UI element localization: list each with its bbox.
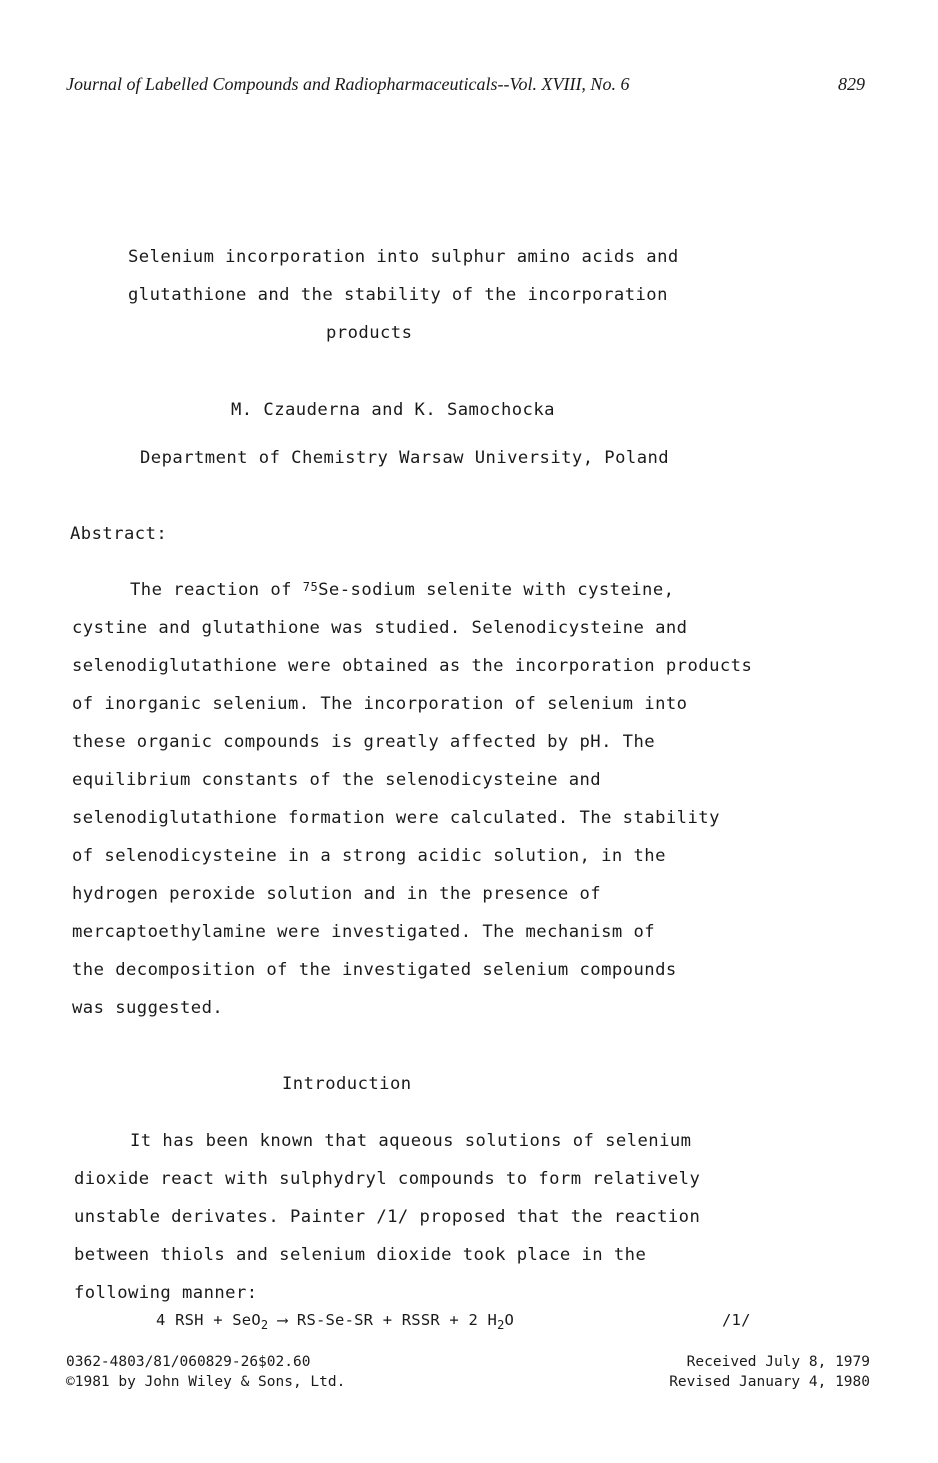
page-number: 829 [838,74,865,94]
introduction-line: between thiols and selenium dioxide took place in the [74,1245,647,1265]
revised-date: Revised January 4, 1980 [669,1374,870,1390]
abstract-line: mercaptoethylamine were investigated. The mechanism of [72,922,656,942]
abstract-line: equilibrium constants of the selenodicysteine and [72,770,602,790]
introduction-heading: Introduction [282,1074,412,1094]
isotope-superscript: 75 [302,580,319,594]
abstract-first-pre: The reaction of [130,580,303,600]
journal-header: Journal of Labelled Compounds and Radiopharmaceuticals--Vol. XVIII, No. 6 [66,74,630,94]
equation-sub-1: 2 [260,1318,269,1332]
abstract-line: of selenodicysteine in a strong acidic solution, in the [72,846,666,866]
abstract-line: of inorganic selenium. The incorporation of selenium into [72,694,688,714]
title-line-3: products [326,323,413,343]
abstract-line: these organic compounds is greatly affected by pH. The [72,732,656,752]
introduction-line: following manner: [74,1283,258,1303]
title-line-1: Selenium incorporation into sulphur amino acids and [128,247,679,267]
abstract-line: cystine and glutathione was studied. Selenodicysteine and [72,618,688,638]
abstract-heading: Abstract: [70,524,168,544]
abstract-line: selenodiglutathione were obtained as the incorporation products [72,656,753,676]
received-date: Received July 8, 1979 [686,1354,870,1370]
abstract-line: hydrogen peroxide solution and in the presence of [72,884,602,904]
abstract-line: was suggested. [72,998,224,1018]
introduction-line: unstable derivates. Painter /1/ proposed that the reaction [74,1207,701,1227]
abstract-first-post: Se-sodium selenite with cysteine, [318,580,675,600]
issn-code: 0362-4803/81/060829-26$02.60 [66,1354,311,1370]
affiliation: Department of Chemistry Warsaw University, Poland [140,448,670,468]
equation-left: 4 RSH + SeO [156,1311,261,1329]
abstract-line: selenodiglutathione formation were calculated. The stability [72,808,720,828]
introduction-line: dioxide react with sulphydryl compounds to form relatively [74,1169,701,1189]
equation-right: RS-Se-SR + RSSR + 2 H [296,1311,498,1329]
equation-sub-2: 2 [497,1318,505,1332]
abstract-first-line [130,581,674,601]
copyright: ©1981 by John Wiley & Sons, Ltd. [66,1374,346,1390]
title-line-2: glutathione and the stability of the incorporation [128,285,668,305]
equation-number: /1/ [722,1311,751,1329]
introduction-line: It has been known that aqueous solutions of selenium [130,1131,692,1151]
equation [156,1311,515,1332]
equation-end: O [504,1311,515,1329]
reaction-arrow: ⟶ [268,1311,297,1329]
authors: M. Czauderna and K. Samochocka [231,400,555,420]
abstract-line: the decomposition of the investigated selenium compounds [72,960,677,980]
